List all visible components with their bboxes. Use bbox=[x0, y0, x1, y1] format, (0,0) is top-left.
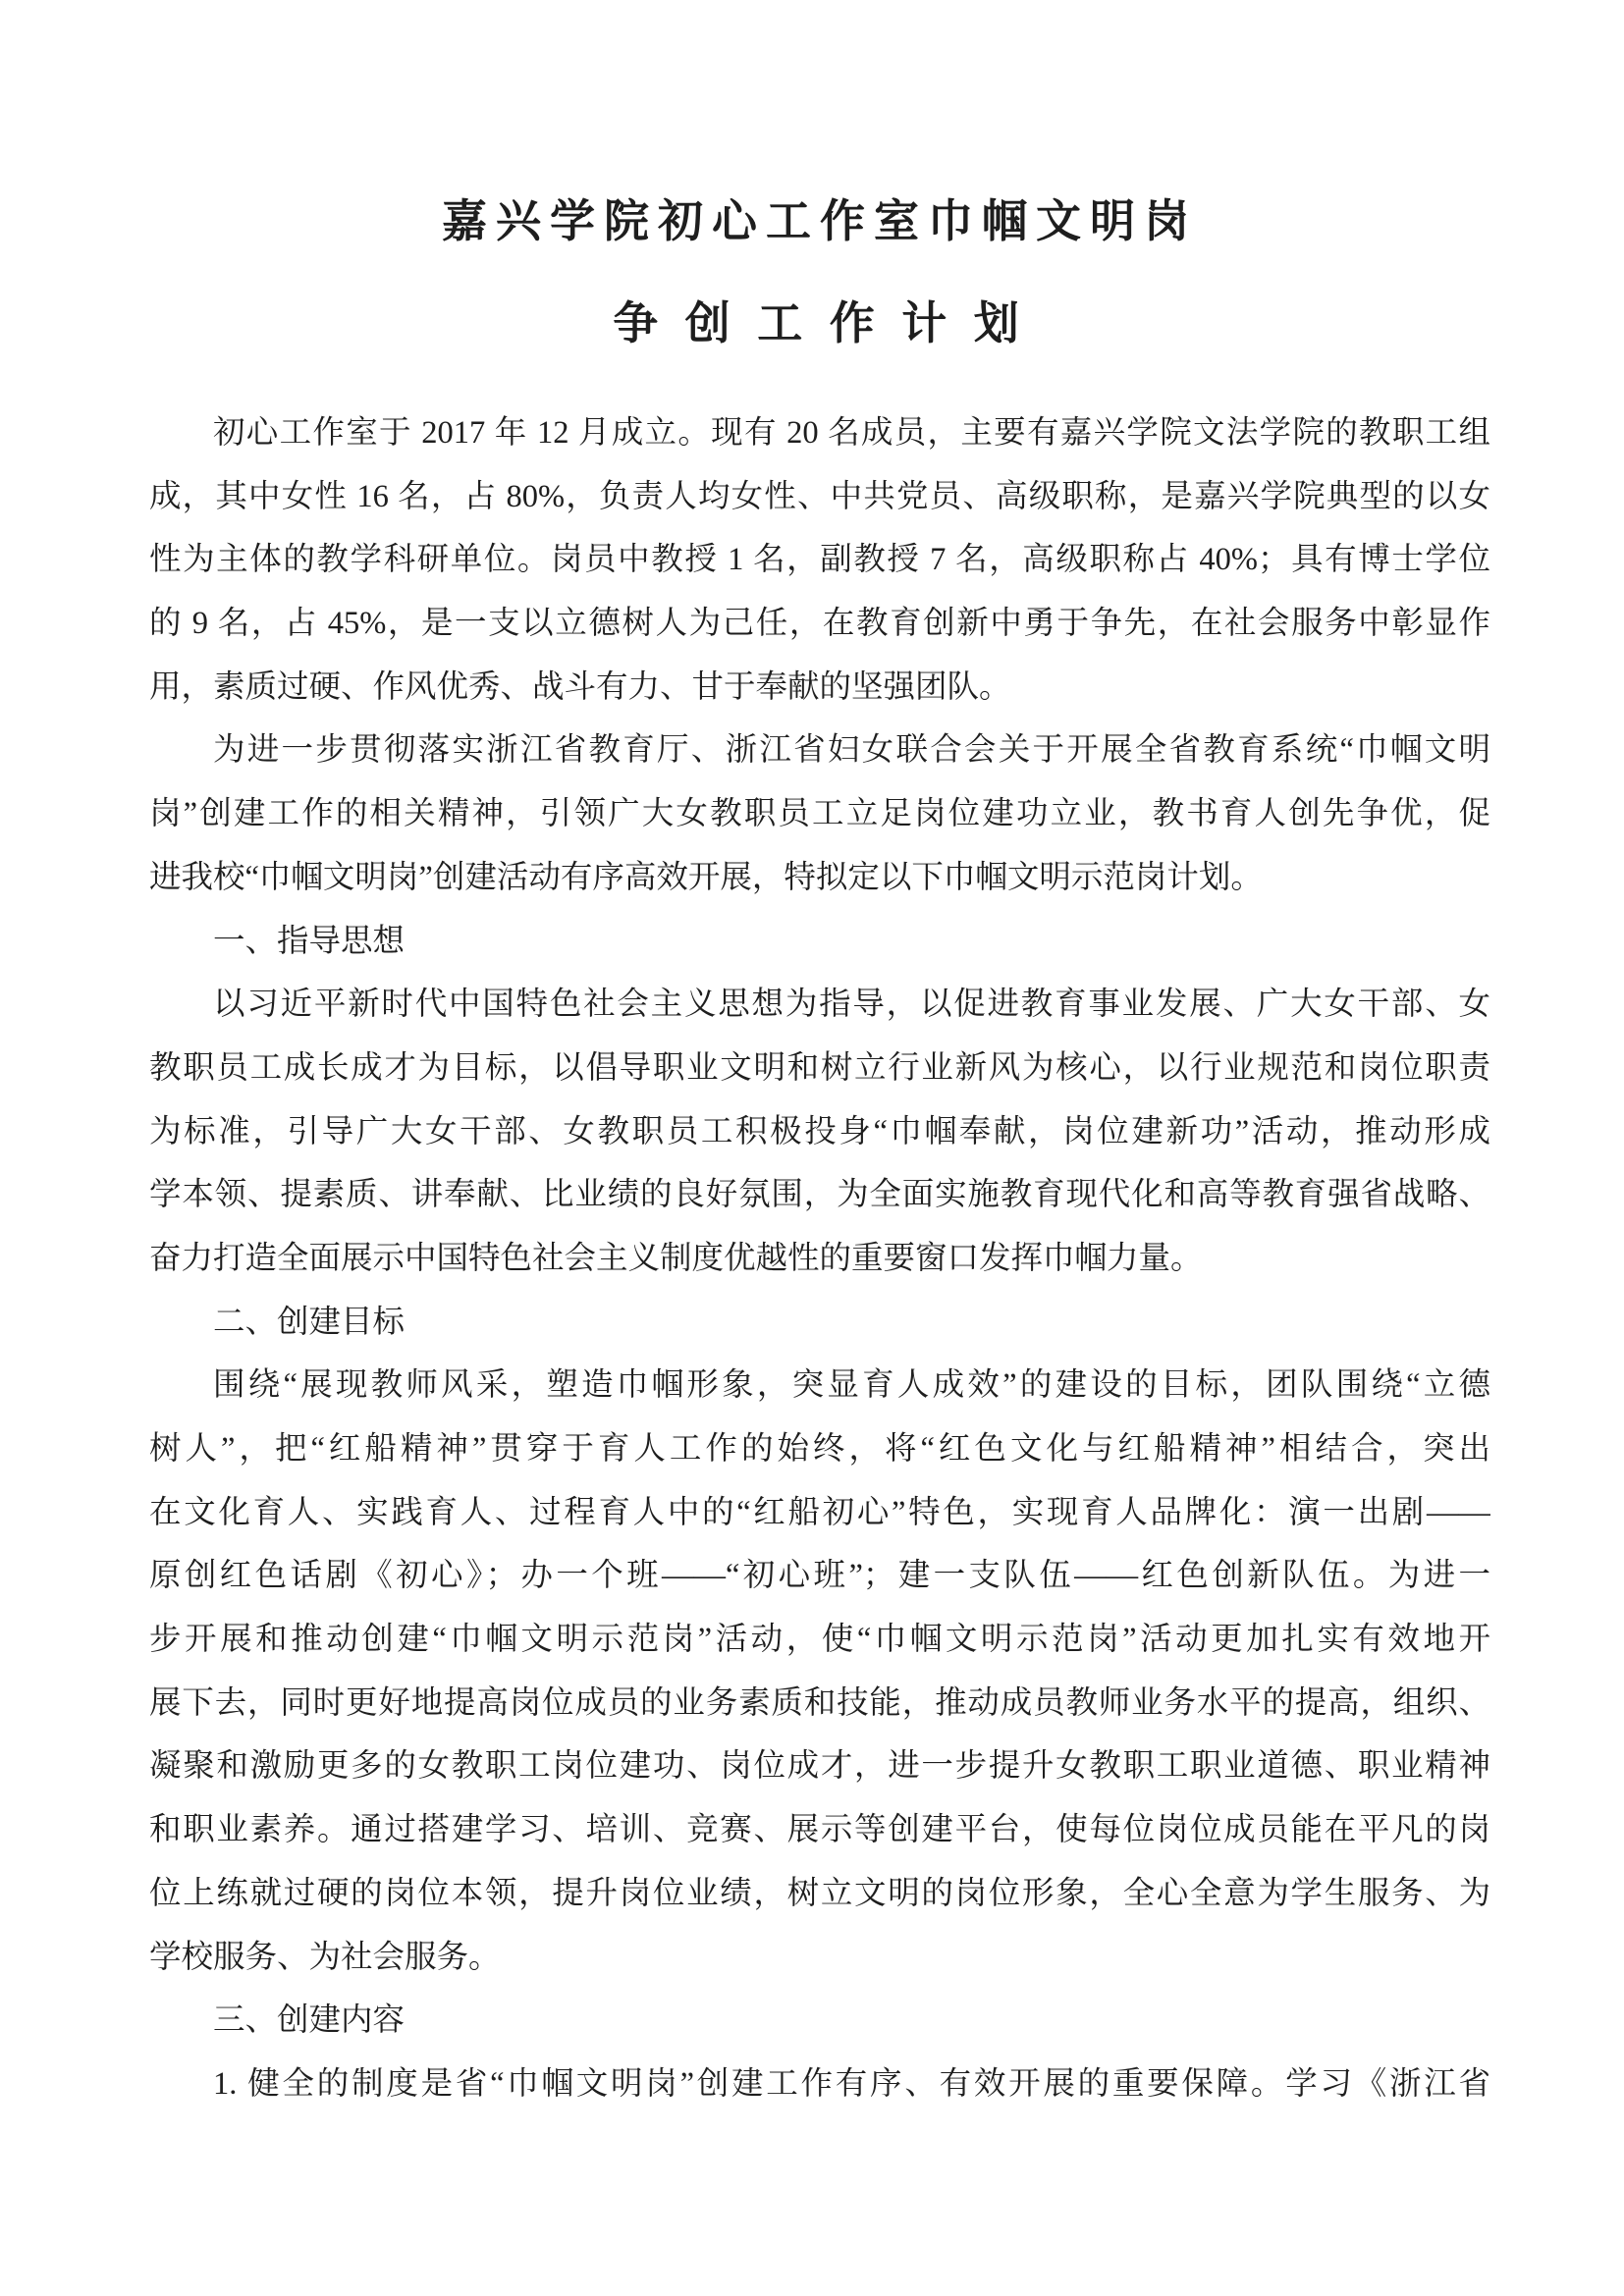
text-line: 1. 健全的制度是省“巾帼文明岗”创建工作有序、有效开展的重要保障。学习《浙江省 bbox=[213, 2065, 1490, 2102]
text-line: 二、创建目标 bbox=[213, 1304, 406, 1340]
paragraph bbox=[149, 1354, 1490, 1989]
text-line: 树人”，把“红船精神”贯穿于育人工作的始终，将“红色文化与红船精神”相结合，突出 bbox=[149, 1431, 1490, 1467]
text-line: 凝聚和激励更多的女教职工岗位建功、岗位成才，进一步提升女教职工职业道德、职业精神 bbox=[149, 1748, 1490, 1785]
text-line: 进我校“巾帼文明岗”创建活动有序高效开展，特拟定以下巾帼文明示范岗计划。 bbox=[149, 859, 1263, 895]
paragraph bbox=[149, 2053, 1490, 2116]
text-line: 奋力打造全面展示中国特色社会主义制度优越性的重要窗口发挥巾帼力量。 bbox=[149, 1240, 1203, 1276]
text-line: 为标准，引导广大女干部、女教职员工积极投身“巾帼奉献，岗位建新功”活动，推动形成 bbox=[149, 1113, 1490, 1149]
paragraph bbox=[149, 973, 1490, 1290]
text-line: 以习近平新时代中国特色社会主义思想为指导，以促进教育事业发展、广大女干部、女 bbox=[213, 987, 1490, 1023]
document-subtitle: 争 创 工 作 计 划 bbox=[613, 298, 1027, 348]
text-line: 原创红色话剧《初心》；办一个班——“初心班”；建一支队伍——红色创新队伍。为进一 bbox=[149, 1558, 1490, 1594]
text-line: 在文化育人、实践育人、过程育人中的“红船初心”特色，实现育人品牌化：演一出剧—— bbox=[149, 1494, 1490, 1530]
section-heading bbox=[149, 1291, 1490, 1355]
text-line: 性为主体的教学科研单位。岗员中教授 1 名，副教授 7 名，高级职称占 40%；具有博士学位 bbox=[149, 542, 1490, 578]
section-heading bbox=[149, 910, 1490, 974]
text-line: 成，其中女性 16 名，占 80%，负责人均女性、中共党员、高级职称，是嘉兴学院典型的以女 bbox=[149, 478, 1490, 514]
text-line: 用，素质过硬、作风优秀、战斗有力、甘于奉献的坚强团队。 bbox=[149, 668, 1011, 705]
text-line: 学校服务、为社会服务。 bbox=[149, 1939, 501, 1975]
text-line: 围绕“展现教师风采，塑造巾帼形象，突显育人成效”的建设的目标，团队围绕“立德 bbox=[213, 1367, 1490, 1404]
text-line: 展下去，同时更好地提高岗位成员的业务素质和技能，推动成员教师业务水平的提高，组织、 bbox=[149, 1684, 1490, 1721]
section-heading bbox=[149, 1989, 1490, 2053]
text-line: 为进一步贯彻落实浙江省教育厅、浙江省妇女联合会关于开展全省教育系统“巾帼文明 bbox=[213, 732, 1490, 769]
document-title: 嘉兴学院初心工作室巾帼文明岗 bbox=[442, 196, 1198, 246]
text-line: 的 9 名，占 45%，是一支以立德树人为己任，在教育创新中勇于争先，在社会服务中彰显作 bbox=[149, 606, 1490, 642]
text-line: 学本领、提素质、讲奉献、比业绩的良好氛围，为全面实施教育现代化和高等教育强省战略、 bbox=[149, 1177, 1490, 1213]
text-line: 步开展和推动创建“巾帼文明示范岗”活动，使“巾帼文明示范岗”活动更加扎实有效地开 bbox=[149, 1622, 1490, 1658]
text-line: 一、指导思想 bbox=[213, 923, 406, 959]
text-line: 位上练就过硬的岗位本领，提升岗位业绩，树立文明的岗位形象，全心全意为学生服务、为 bbox=[149, 1875, 1490, 1911]
paragraph bbox=[149, 719, 1490, 909]
document-body bbox=[149, 401, 1490, 2116]
text-line: 初心工作室于 2017 年 12 月成立。现有 20 名成员，主要有嘉兴学院文法学院的教职工组 bbox=[213, 415, 1490, 451]
text-line: 教职员工成长成才为目标，以倡导职业文明和树立行业新风为核心，以行业规范和岗位职责 bbox=[149, 1049, 1490, 1086]
paragraph bbox=[149, 401, 1490, 719]
text-line: 岗”创建工作的相关精神，引领广大女教职员工立足岗位建功立业，教书育人创先争优，促 bbox=[149, 796, 1490, 832]
text-line: 和职业素养。通过搭建学习、培训、竞赛、展示等创建平台，使每位岗位成员能在平凡的岗 bbox=[149, 1812, 1490, 1848]
document-content bbox=[149, 0, 1490, 2116]
text-line: 三、创建内容 bbox=[213, 2002, 406, 2039]
